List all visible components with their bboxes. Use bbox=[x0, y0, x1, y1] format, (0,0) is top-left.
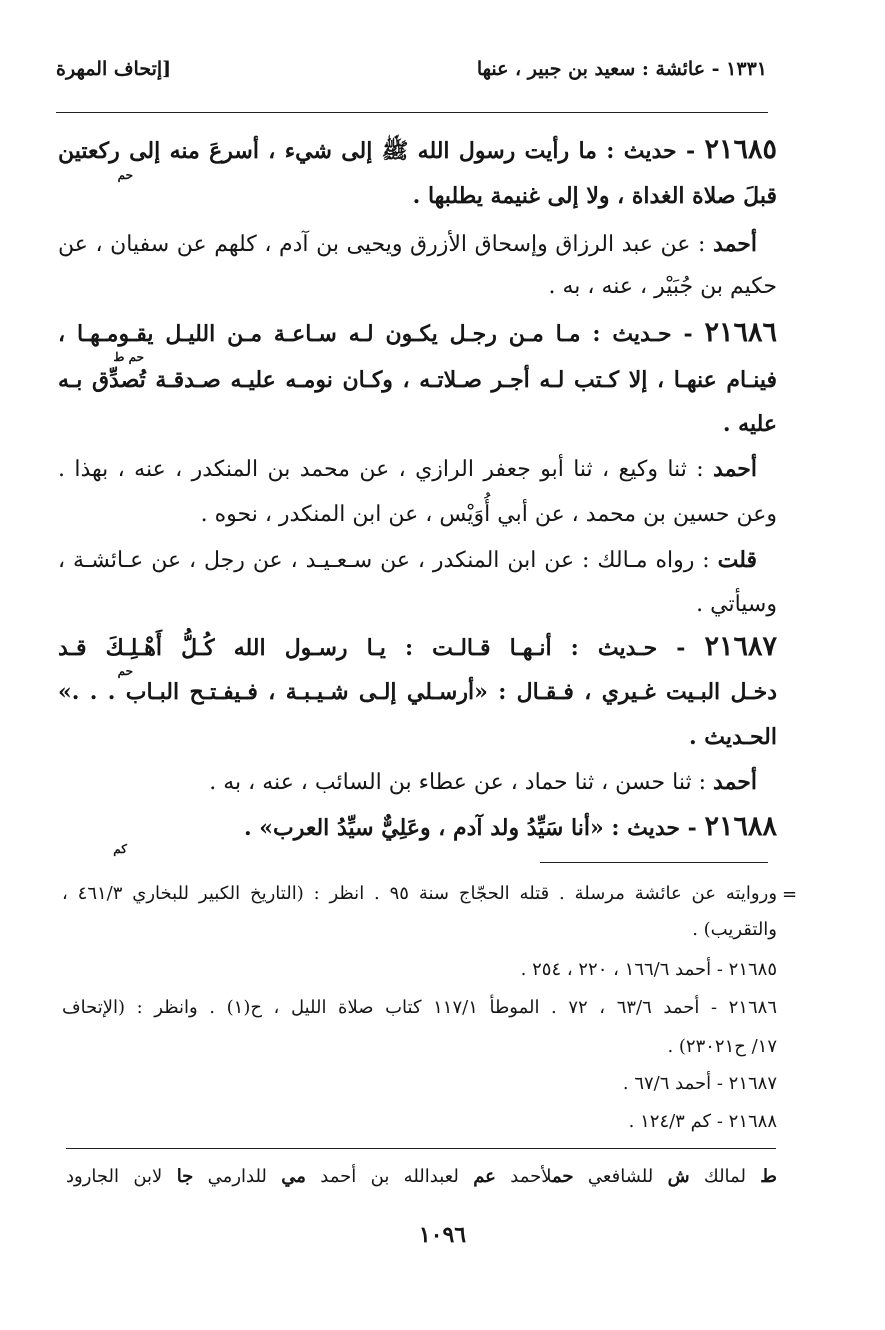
hadith-21687-line-3: الحـديث . bbox=[688, 724, 777, 750]
hadith-21685-line-2: قبلَ صلاة الغداة ، ولا إلى غنيمة يطلبها . bbox=[412, 183, 777, 209]
legend-item: ط لمالك bbox=[703, 1166, 777, 1187]
legend-item: حملأحمد bbox=[510, 1166, 574, 1187]
hadith-21688-line-1 bbox=[58, 812, 777, 843]
running-header bbox=[56, 58, 767, 90]
footnote-line: ١٧/ ح٢٣٠٢١) . bbox=[667, 1036, 777, 1057]
source-symbol: حم bbox=[117, 664, 133, 678]
chain-text: : عن عبد الرزاق وإسحاق الأزرق ويحيى بن آدم ، كلهم عن سفيان ، عن bbox=[58, 232, 706, 257]
hadith-number: ٢١٦٨٦ bbox=[704, 317, 777, 348]
hadith-text: - حديث : ما رأيت رسول الله ﷺ إلى شيء ، أسرعَ منه إلى ركعتين bbox=[58, 138, 696, 164]
footnote-rule bbox=[540, 862, 768, 863]
book-title: [إتحاف المهرة bbox=[56, 58, 172, 80]
chain-21686-line-1 bbox=[58, 454, 757, 485]
note-21686-line-1 bbox=[58, 545, 757, 576]
hadith-number: ٢١٦٨٨ bbox=[704, 811, 777, 842]
legend-item: ش للشافعي bbox=[587, 1166, 690, 1187]
hadith-21685-line-1 bbox=[58, 135, 777, 166]
running-title: ١٣٣١ - عائشة : سعيد بن جبير ، عنها bbox=[476, 58, 767, 80]
legend-item: عم لعبدالله بن أحمد bbox=[320, 1166, 496, 1187]
hadith-text: - حـديث : أنـهـا قـالـت : يـا رسـول الله كُـلُّ أَهْـلِـكَ قـد bbox=[58, 635, 686, 661]
chain-21685-line-2: حكيم بن جُبَيْر ، عنه ، به . bbox=[548, 274, 777, 299]
legend-item: جا لابن الجارود bbox=[66, 1166, 194, 1187]
hadith-21686-line-1 bbox=[58, 318, 777, 349]
chain-21687-line-1 bbox=[58, 767, 757, 798]
note-21686-line-2: وسيأتي . bbox=[696, 592, 777, 617]
legend-rule bbox=[66, 1148, 776, 1149]
legend-item: مي للدارمي bbox=[207, 1166, 306, 1187]
note-text: : رواه مـالك : عن ابن المنكدر ، عن سـعـيـد ، عن رجل ، عن عـائشـة ، bbox=[58, 548, 710, 573]
continuation-mark: = bbox=[782, 884, 798, 905]
hadith-text: - حديث : «أنا سَيِّدُ ولد آدم ، وعَلِيٌّ سيِّدُ العرب» . bbox=[243, 815, 697, 841]
chain-21686-line-2: وعن حسين بن محمد ، عن أبي أُوَيْس ، عن ابن المنكدر ، نحوه . bbox=[200, 502, 777, 527]
footnote-line: ٢١٦٨٨ - كم ١٢٤/٣ . bbox=[628, 1111, 777, 1132]
footnote-line: ٢١٦٨٥ - أحمد ١٦٦/٦ ، ٢٢٠ ، ٢٥٤ . bbox=[520, 959, 777, 980]
header-rule bbox=[56, 112, 768, 113]
source-symbol: حم bbox=[117, 168, 133, 182]
footnote-line: ٢١٦٨٦ - أحمد ٦٣/٦ ، ٧٢ . الموطأ ١١٧/١ كتاب صلاة الليل ، ح(١) . وانظر : (الإتحاف bbox=[62, 997, 777, 1018]
footnote-line: والتقريب) . bbox=[692, 919, 777, 940]
hadith-21686-line-3: عليه . bbox=[722, 411, 777, 437]
hadith-21687-line-1 bbox=[58, 632, 777, 663]
hadith-21686-line-2: فينـام عنهـا ، إلا كـتب لـه أجـر صـلاتـه ، وكـان نومـه عليـه صـدقـة تُصدِّق بـه bbox=[58, 367, 777, 393]
chain-21685-line-1 bbox=[58, 229, 757, 260]
chain-label: أحمد bbox=[713, 231, 757, 257]
symbols-legend bbox=[66, 1163, 777, 1191]
page-number: ١٠٩٦ bbox=[418, 1222, 467, 1248]
chain-label: أحمد bbox=[713, 769, 757, 795]
source-symbol: كم bbox=[113, 842, 127, 856]
hadith-number: ٢١٦٨٥ bbox=[704, 134, 777, 165]
hadith-text: - حـديث : مـا مـن رجـل يكـون لـه سـاعـة مـن الليـل يقـومـهـا ، bbox=[58, 321, 693, 347]
chain-text: : ثنا وكيع ، ثنا أبو جعفر الرازي ، عن محمد بن المنكدر ، عنه ، بهذا . bbox=[58, 457, 704, 482]
source-symbol: حم ط bbox=[113, 350, 144, 364]
chain-text: : ثنا حسن ، ثنا حماد ، عن عطاء بن السائب ، عنه ، به . bbox=[209, 770, 707, 795]
hadith-21687-line-2: دخـل البـيت غـيري ، فـقـال : «أرسـلي إلـى شـيـبـة ، فـيفـتـح البـاب . . .» bbox=[58, 679, 777, 705]
footnote-line: ٢١٦٨٧ - أحمد ٦٧/٦ . bbox=[622, 1073, 777, 1094]
footnote-line: وروايته عن عائشة مرسلة . قتله الحجّاج سنة ٩٥ . انظر : (التاريخ الكبير للبخاري ٤٦١/٣ ، bbox=[62, 883, 778, 904]
chain-label: أحمد bbox=[713, 456, 757, 482]
hadith-number: ٢١٦٨٧ bbox=[704, 631, 777, 662]
note-label: قلت bbox=[717, 547, 757, 573]
